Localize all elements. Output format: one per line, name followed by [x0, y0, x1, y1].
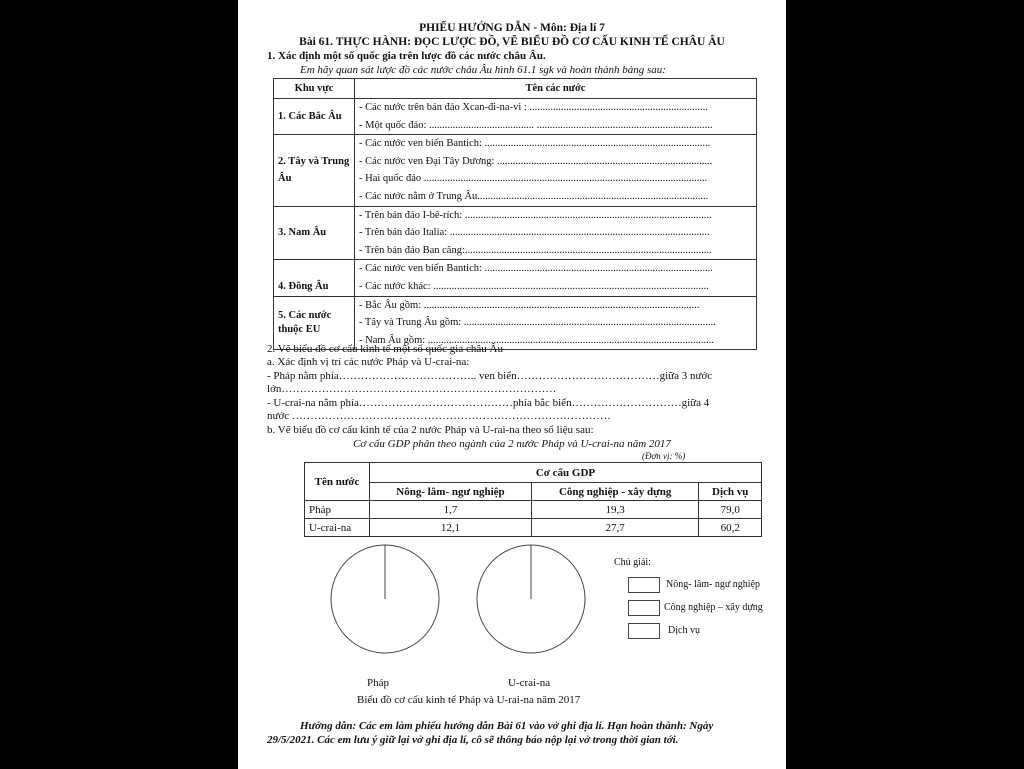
fill-line: - Một quốc đảo: ........................................ ................................................................... — [359, 119, 713, 131]
value-cell: 12,1 — [370, 519, 532, 537]
pie-outline-phap — [330, 544, 440, 654]
unit-label: (Đơn vị: %) — [642, 451, 686, 461]
value-cell: 60,2 — [699, 519, 762, 537]
countries-cell — [355, 206, 757, 260]
col-countries-header: Tên các nước — [355, 79, 757, 99]
col-region-header: Khu vực — [274, 79, 355, 99]
countries-cell — [355, 135, 757, 206]
value-cell: 79,0 — [699, 501, 762, 519]
region-cell: 3. Nam Âu — [274, 206, 355, 260]
fill-line: - Các nước ven Đại Tây Dương: .................................................................................. — [359, 155, 713, 167]
countries-cell — [355, 296, 757, 350]
region-cell: 2. Tây và Trung Âu — [274, 135, 355, 206]
section1-instruction: Em hãy quan sát lược đồ các nước châu Âu hình 61.1 sgk và hoàn thành bảng sau: — [300, 64, 666, 76]
ukr-line2: nước …………………………………………………………………………… — [267, 410, 611, 422]
part-a: a. Xác định vị trí các nước Pháp và U-crai-na: — [267, 356, 470, 368]
fill-line: - Trên bán đảo I-bê-rích: .............................................................................................. — [359, 209, 712, 221]
value-cell: 27,7 — [531, 519, 698, 537]
fill-line: - Các nước ven biển Bantich: ....................................................................................... — [359, 263, 713, 275]
fill-line: - Trên bán đảo Italia: ................................................................................................... — [359, 227, 710, 239]
fill-line: - Hai quốc đảo ............................................................................................................ — [359, 173, 708, 185]
group-header: Cơ cấu GDP — [370, 463, 762, 483]
table-title: Cơ cấu GDP phân theo ngành của 2 nước Pháp và U-crai-na năm 2017 — [353, 438, 671, 450]
fill-line: - Các nước khác: ......................................................................................................... — [359, 280, 709, 292]
legend-title: Chú giải: — [614, 557, 651, 568]
section1-heading: 1. Xác định một số quốc gia trên lược đồ các nước châu Âu. — [267, 50, 546, 62]
legend-label-agri: Nông- lâm- ngư nghiệp — [666, 579, 761, 590]
fill-line: - Nam Âu gồm: ............................................................................................................. — [359, 334, 714, 346]
region-cell: 5. Các nước thuộc EU — [274, 296, 355, 350]
country-name-cell: Pháp — [305, 501, 370, 519]
pie-label-phap: Pháp — [367, 677, 389, 689]
countries-table — [273, 78, 757, 350]
value-cell: 19,3 — [531, 501, 698, 519]
fill-line: - Các nước nằm ở Trung Âu........................................................................................ — [359, 190, 709, 202]
region-cell: 1. Các Bắc Âu — [274, 99, 355, 135]
countries-cell — [355, 260, 757, 296]
phap-line1: - Pháp nằm phía……………………………….. ven biển…………………………………giữa 3 nước — [267, 370, 713, 382]
legend-label-industry: Công nghiệp – xây dựng — [664, 602, 763, 613]
title-line1: PHIẾU HƯỚNG DẪN - Môn: Địa lí 7 — [419, 22, 605, 34]
legend-swatch-industry — [628, 600, 660, 616]
footer-line1: Hướng dẫn: Các em làm phiếu hướng dẫn Bài 61 vào vở ghi địa lí. Hạn hoàn thành: Ngày — [300, 720, 714, 732]
fill-line: - Các nước trên bán đảo Xcan-đi-na-vi : .................................................................... — [359, 102, 708, 113]
col-header-agri: Nông- lâm- ngư nghiệp — [370, 483, 532, 501]
fill-line: - Trên bán đảo Ban căng:.............................................................................................. — [359, 244, 712, 256]
part-b: b. Vẽ biểu đồ cơ cấu kinh tế của 2 nước Pháp và U-rai-na theo số liệu sau: — [267, 424, 594, 436]
row-header: Tên nước — [305, 463, 370, 501]
phap-line2: lớn………………………………………………………………… — [267, 383, 557, 395]
title-line2: Bài 61. THỰC HÀNH: ĐỌC LƯỢC ĐỒ, VẼ BIỂU ĐỒ CƠ CẤU KINH TẾ CHÂU ÂU — [299, 36, 725, 48]
legend-label-service: Dịch vụ — [668, 625, 700, 636]
legend-swatch-service — [628, 623, 660, 639]
ukr-line1: - U-crai-na nằm phía……………………………………phía bắc biển…………………………giữa 4 — [267, 397, 710, 409]
chart-caption: Biểu đồ cơ cấu kinh tế Pháp và U-rai-na năm 2017 — [357, 694, 581, 706]
country-name-cell: U-crai-na — [305, 519, 370, 537]
pie-label-ukraine: U-crai-na — [508, 677, 551, 689]
fill-line: - Các nước ven biển Bantich: ...................................................................................... — [359, 138, 711, 150]
fill-line: - Bắc Âu gồm: ......................................................................................................... — [359, 299, 700, 311]
value-cell: 1,7 — [370, 501, 532, 519]
countries-cell — [355, 99, 757, 135]
footer-line2: 29/5/2021. Các em lưu ý giữ lại vở ghi địa lí, cô sẽ thông báo nộp lại vở trong thời gian tới. — [267, 734, 679, 746]
legend-swatch-agri — [628, 577, 660, 593]
col-header-industry: Công nghiệp - xây dựng — [531, 483, 698, 501]
fill-line: - Tây và Trung Âu gồm: ................................................................................................ — [359, 317, 716, 329]
section2-heading: 2. Vẽ biểu đồ cơ cấu kinh tế một số quốc gia châu Âu — [267, 343, 503, 355]
region-cell: 4. Đông Âu — [274, 260, 355, 296]
worksheet-page — [238, 0, 786, 769]
col-header-service: Dịch vụ — [699, 483, 762, 501]
gdp-table — [304, 462, 762, 537]
pie-outline-ukraine — [476, 544, 586, 654]
